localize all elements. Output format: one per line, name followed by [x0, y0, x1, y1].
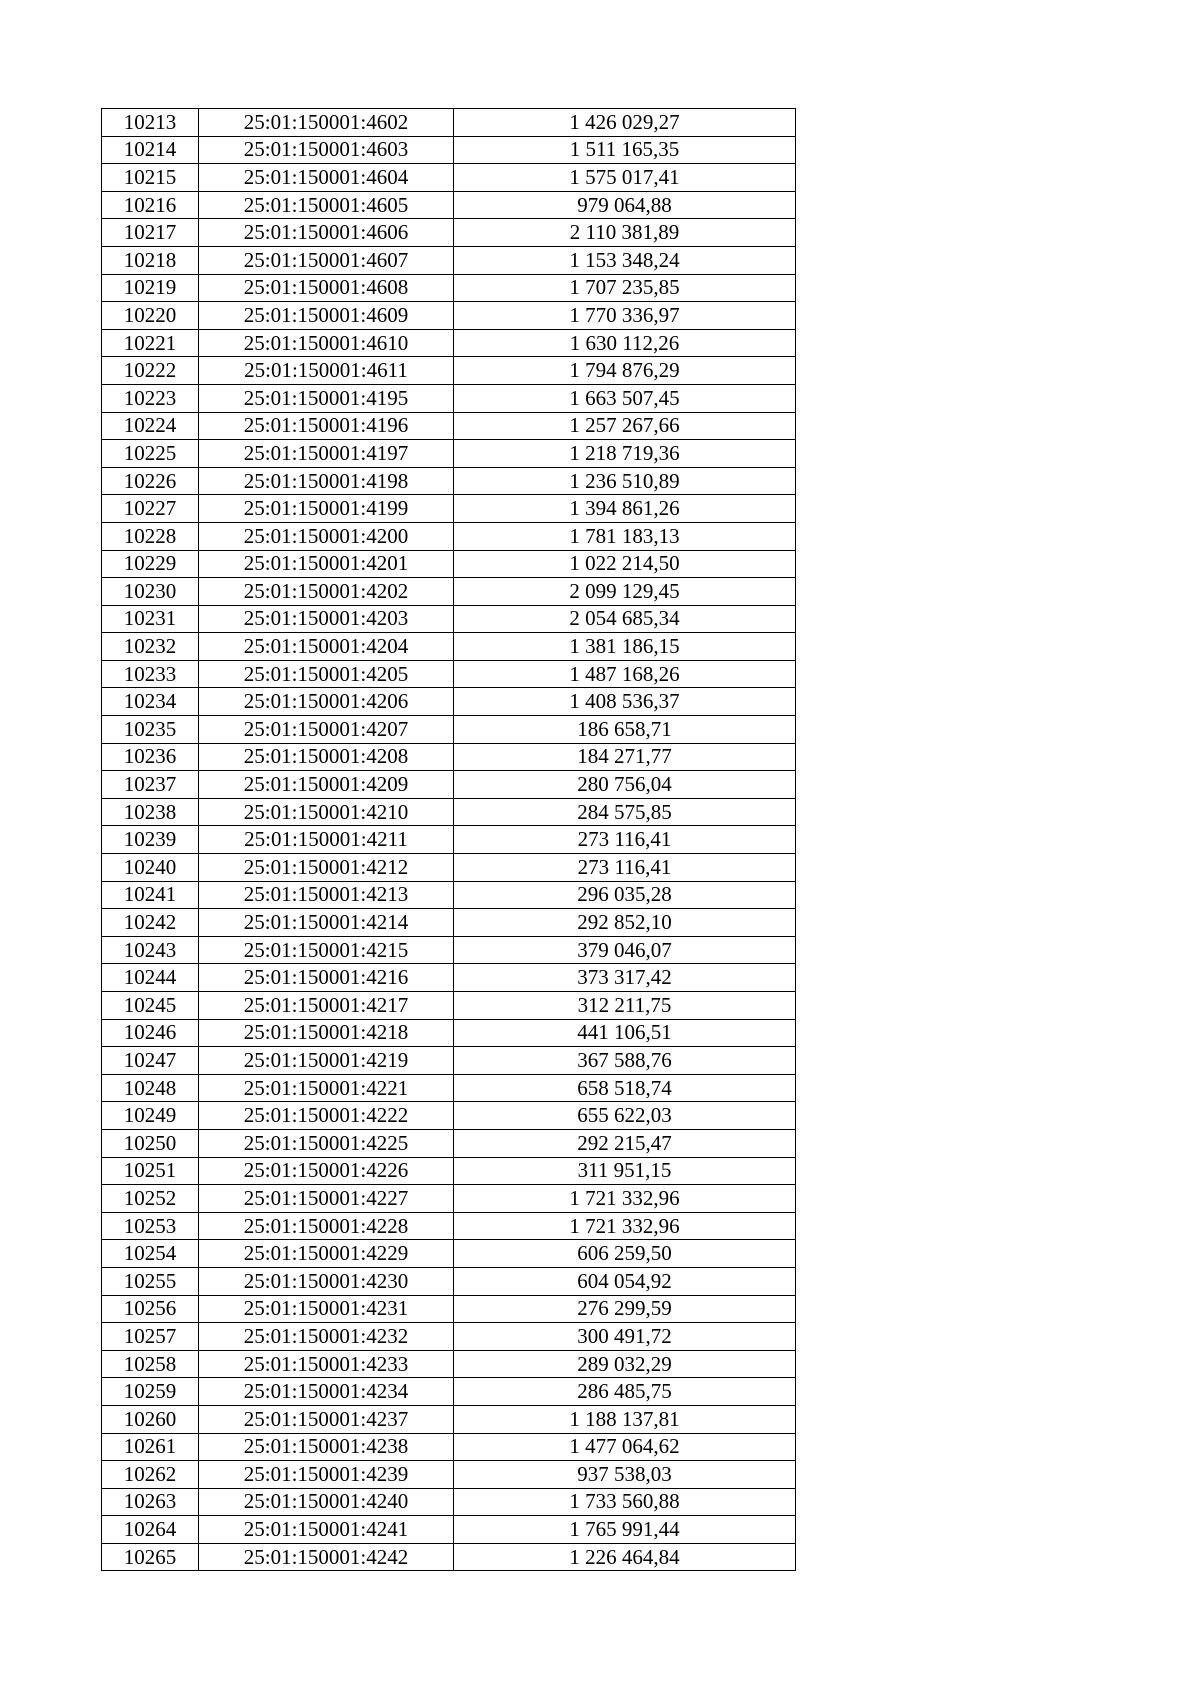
table-row: [102, 1461, 796, 1489]
cadastral-number-cell: 25:01:150001:4239: [199, 1461, 454, 1489]
row-number-cell: 10254: [102, 1240, 199, 1268]
table-row: [102, 522, 796, 550]
row-number-cell: 10250: [102, 1129, 199, 1157]
cadastral-number-cell: 25:01:150001:4608: [199, 274, 454, 302]
row-number-cell: 10261: [102, 1433, 199, 1461]
table-row: [102, 964, 796, 992]
table-row: [102, 302, 796, 330]
table-row: [102, 440, 796, 468]
value-cell: 1 188 137,81: [454, 1405, 796, 1433]
table-row: [102, 743, 796, 771]
table-row: [102, 164, 796, 192]
cadastral-number-cell: 25:01:150001:4603: [199, 136, 454, 164]
table-row: [102, 909, 796, 937]
row-number-cell: 10259: [102, 1378, 199, 1406]
value-cell: 1 770 336,97: [454, 302, 796, 330]
table-row: [102, 826, 796, 854]
value-cell: 1 794 876,29: [454, 357, 796, 385]
row-number-cell: 10223: [102, 384, 199, 412]
row-number-cell: 10249: [102, 1102, 199, 1130]
row-number-cell: 10221: [102, 329, 199, 357]
table-row: [102, 467, 796, 495]
value-cell: 1 733 560,88: [454, 1488, 796, 1516]
cadastral-number-cell: 25:01:150001:4610: [199, 329, 454, 357]
row-number-cell: 10216: [102, 191, 199, 219]
row-number-cell: 10255: [102, 1267, 199, 1295]
table-row: [102, 1212, 796, 1240]
value-cell: 186 658,71: [454, 716, 796, 744]
value-cell: 379 046,07: [454, 936, 796, 964]
row-number-cell: 10239: [102, 826, 199, 854]
table-row: [102, 1433, 796, 1461]
row-number-cell: 10233: [102, 660, 199, 688]
row-number-cell: 10242: [102, 909, 199, 937]
value-cell: 1 218 719,36: [454, 440, 796, 468]
table-row: [102, 1185, 796, 1213]
table-row: [102, 605, 796, 633]
value-cell: 2 054 685,34: [454, 605, 796, 633]
table-row: [102, 936, 796, 964]
table-row: [102, 384, 796, 412]
value-cell: 289 032,29: [454, 1350, 796, 1378]
table-row: [102, 109, 796, 137]
row-number-cell: 10257: [102, 1323, 199, 1351]
value-cell: 655 622,03: [454, 1102, 796, 1130]
table-row: [102, 798, 796, 826]
value-cell: 296 035,28: [454, 881, 796, 909]
row-number-cell: 10220: [102, 302, 199, 330]
table-row: [102, 1378, 796, 1406]
row-number-cell: 10231: [102, 605, 199, 633]
cadastral-number-cell: 25:01:150001:4609: [199, 302, 454, 330]
cadastral-number-cell: 25:01:150001:4204: [199, 633, 454, 661]
table-row: [102, 881, 796, 909]
value-cell: 1 153 348,24: [454, 246, 796, 274]
table-row: [102, 1295, 796, 1323]
row-number-cell: 10244: [102, 964, 199, 992]
value-cell: 184 271,77: [454, 743, 796, 771]
value-cell: 286 485,75: [454, 1378, 796, 1406]
cadastral-number-cell: 25:01:150001:4200: [199, 522, 454, 550]
table-row: [102, 136, 796, 164]
row-number-cell: 10247: [102, 1047, 199, 1075]
cadastral-number-cell: 25:01:150001:4237: [199, 1405, 454, 1433]
row-number-cell: 10248: [102, 1074, 199, 1102]
row-number-cell: 10228: [102, 522, 199, 550]
cadastral-number-cell: 25:01:150001:4211: [199, 826, 454, 854]
value-cell: 1 630 112,26: [454, 329, 796, 357]
table-row: [102, 1102, 796, 1130]
cadastral-number-cell: 25:01:150001:4202: [199, 578, 454, 606]
row-number-cell: 10262: [102, 1461, 199, 1489]
table-row: [102, 550, 796, 578]
cadastral-number-cell: 25:01:150001:4209: [199, 771, 454, 799]
value-cell: 1 721 332,96: [454, 1212, 796, 1240]
cadastral-number-cell: 25:01:150001:4206: [199, 688, 454, 716]
value-cell: 1 394 861,26: [454, 495, 796, 523]
value-cell: 658 518,74: [454, 1074, 796, 1102]
table-body: [102, 109, 796, 1571]
table-row: [102, 660, 796, 688]
row-number-cell: 10243: [102, 936, 199, 964]
table-row: [102, 716, 796, 744]
cadastral-number-cell: 25:01:150001:4222: [199, 1102, 454, 1130]
value-cell: 373 317,42: [454, 964, 796, 992]
table-row: [102, 1488, 796, 1516]
row-number-cell: 10217: [102, 219, 199, 247]
value-cell: 1 408 536,37: [454, 688, 796, 716]
row-number-cell: 10232: [102, 633, 199, 661]
table-row: [102, 357, 796, 385]
table-row: [102, 1543, 796, 1571]
value-cell: 273 116,41: [454, 854, 796, 882]
cadastral-number-cell: 25:01:150001:4213: [199, 881, 454, 909]
row-number-cell: 10234: [102, 688, 199, 716]
table-row: [102, 1350, 796, 1378]
table-row: [102, 219, 796, 247]
cadastral-number-cell: 25:01:150001:4233: [199, 1350, 454, 1378]
row-number-cell: 10222: [102, 357, 199, 385]
row-number-cell: 10260: [102, 1405, 199, 1433]
cadastral-number-cell: 25:01:150001:4212: [199, 854, 454, 882]
cadastral-number-cell: 25:01:150001:4210: [199, 798, 454, 826]
row-number-cell: 10245: [102, 992, 199, 1020]
data-table: [101, 108, 796, 1571]
cadastral-number-cell: 25:01:150001:4606: [199, 219, 454, 247]
value-cell: 273 116,41: [454, 826, 796, 854]
value-cell: 1 426 029,27: [454, 109, 796, 137]
value-cell: 300 491,72: [454, 1323, 796, 1351]
table-row: [102, 1323, 796, 1351]
value-cell: 2 110 381,89: [454, 219, 796, 247]
row-number-cell: 10258: [102, 1350, 199, 1378]
table-row: [102, 854, 796, 882]
row-number-cell: 10235: [102, 716, 199, 744]
table-row: [102, 771, 796, 799]
value-cell: 1 236 510,89: [454, 467, 796, 495]
value-cell: 1 663 507,45: [454, 384, 796, 412]
row-number-cell: 10251: [102, 1157, 199, 1185]
value-cell: 292 852,10: [454, 909, 796, 937]
cadastral-number-cell: 25:01:150001:4607: [199, 246, 454, 274]
value-cell: 1 511 165,35: [454, 136, 796, 164]
value-cell: 280 756,04: [454, 771, 796, 799]
value-cell: 1 781 183,13: [454, 522, 796, 550]
value-cell: 441 106,51: [454, 1019, 796, 1047]
cadastral-number-cell: 25:01:150001:4227: [199, 1185, 454, 1213]
cadastral-number-cell: 25:01:150001:4238: [199, 1433, 454, 1461]
cadastral-number-cell: 25:01:150001:4611: [199, 357, 454, 385]
row-number-cell: 10229: [102, 550, 199, 578]
value-cell: 2 099 129,45: [454, 578, 796, 606]
cadastral-number-cell: 25:01:150001:4226: [199, 1157, 454, 1185]
cadastral-number-cell: 25:01:150001:4234: [199, 1378, 454, 1406]
table-row: [102, 1047, 796, 1075]
cadastral-number-cell: 25:01:150001:4231: [199, 1295, 454, 1323]
row-number-cell: 10256: [102, 1295, 199, 1323]
cadastral-number-cell: 25:01:150001:4221: [199, 1074, 454, 1102]
table-row: [102, 246, 796, 274]
value-cell: 1 257 267,66: [454, 412, 796, 440]
value-cell: 1 022 214,50: [454, 550, 796, 578]
row-number-cell: 10263: [102, 1488, 199, 1516]
cadastral-number-cell: 25:01:150001:4217: [199, 992, 454, 1020]
table-row: [102, 412, 796, 440]
value-cell: 284 575,85: [454, 798, 796, 826]
value-cell: 1 477 064,62: [454, 1433, 796, 1461]
cadastral-number-cell: 25:01:150001:4218: [199, 1019, 454, 1047]
value-cell: 292 215,47: [454, 1129, 796, 1157]
cadastral-number-cell: 25:01:150001:4604: [199, 164, 454, 192]
value-cell: 312 211,75: [454, 992, 796, 1020]
cadastral-number-cell: 25:01:150001:4215: [199, 936, 454, 964]
cadastral-number-cell: 25:01:150001:4219: [199, 1047, 454, 1075]
value-cell: 606 259,50: [454, 1240, 796, 1268]
value-cell: 311 951,15: [454, 1157, 796, 1185]
row-number-cell: 10238: [102, 798, 199, 826]
row-number-cell: 10226: [102, 467, 199, 495]
table-row: [102, 688, 796, 716]
table-row: [102, 274, 796, 302]
table-row: [102, 992, 796, 1020]
row-number-cell: 10236: [102, 743, 199, 771]
table-row: [102, 1240, 796, 1268]
cadastral-number-cell: 25:01:150001:4201: [199, 550, 454, 578]
value-cell: 1 381 186,15: [454, 633, 796, 661]
table-row: [102, 578, 796, 606]
value-cell: 367 588,76: [454, 1047, 796, 1075]
value-cell: 1 487 168,26: [454, 660, 796, 688]
cadastral-number-cell: 25:01:150001:4195: [199, 384, 454, 412]
cadastral-number-cell: 25:01:150001:4225: [199, 1129, 454, 1157]
row-number-cell: 10240: [102, 854, 199, 882]
row-number-cell: 10264: [102, 1516, 199, 1544]
table-row: [102, 1157, 796, 1185]
value-cell: 1 226 464,84: [454, 1543, 796, 1571]
row-number-cell: 10219: [102, 274, 199, 302]
table-row: [102, 633, 796, 661]
table-row: [102, 1129, 796, 1157]
row-number-cell: 10237: [102, 771, 199, 799]
cadastral-number-cell: 25:01:150001:4216: [199, 964, 454, 992]
table-row: [102, 329, 796, 357]
row-number-cell: 10218: [102, 246, 199, 274]
cadastral-number-cell: 25:01:150001:4602: [199, 109, 454, 137]
cadastral-number-cell: 25:01:150001:4240: [199, 1488, 454, 1516]
table-row: [102, 1074, 796, 1102]
cadastral-number-cell: 25:01:150001:4197: [199, 440, 454, 468]
row-number-cell: 10213: [102, 109, 199, 137]
cadastral-number-cell: 25:01:150001:4241: [199, 1516, 454, 1544]
cadastral-number-cell: 25:01:150001:4203: [199, 605, 454, 633]
cadastral-number-cell: 25:01:150001:4214: [199, 909, 454, 937]
row-number-cell: 10230: [102, 578, 199, 606]
value-cell: 1 707 235,85: [454, 274, 796, 302]
value-cell: 979 064,88: [454, 191, 796, 219]
cadastral-number-cell: 25:01:150001:4208: [199, 743, 454, 771]
row-number-cell: 10252: [102, 1185, 199, 1213]
value-cell: 1 765 991,44: [454, 1516, 796, 1544]
cadastral-number-cell: 25:01:150001:4228: [199, 1212, 454, 1240]
row-number-cell: 10241: [102, 881, 199, 909]
row-number-cell: 10224: [102, 412, 199, 440]
value-cell: 937 538,03: [454, 1461, 796, 1489]
table-row: [102, 1267, 796, 1295]
table-row: [102, 495, 796, 523]
cadastral-number-cell: 25:01:150001:4230: [199, 1267, 454, 1295]
row-number-cell: 10225: [102, 440, 199, 468]
cadastral-number-cell: 25:01:150001:4205: [199, 660, 454, 688]
cadastral-number-cell: 25:01:150001:4198: [199, 467, 454, 495]
cadastral-number-cell: 25:01:150001:4242: [199, 1543, 454, 1571]
cadastral-number-cell: 25:01:150001:4196: [199, 412, 454, 440]
row-number-cell: 10253: [102, 1212, 199, 1240]
cadastral-number-cell: 25:01:150001:4229: [199, 1240, 454, 1268]
value-cell: 604 054,92: [454, 1267, 796, 1295]
table-row: [102, 191, 796, 219]
row-number-cell: 10215: [102, 164, 199, 192]
table-row: [102, 1019, 796, 1047]
cadastral-number-cell: 25:01:150001:4605: [199, 191, 454, 219]
cadastral-number-cell: 25:01:150001:4207: [199, 716, 454, 744]
table-row: [102, 1405, 796, 1433]
row-number-cell: 10265: [102, 1543, 199, 1571]
table-row: [102, 1516, 796, 1544]
row-number-cell: 10214: [102, 136, 199, 164]
row-number-cell: 10246: [102, 1019, 199, 1047]
value-cell: 1 721 332,96: [454, 1185, 796, 1213]
value-cell: 1 575 017,41: [454, 164, 796, 192]
cadastral-number-cell: 25:01:150001:4199: [199, 495, 454, 523]
value-cell: 276 299,59: [454, 1295, 796, 1323]
row-number-cell: 10227: [102, 495, 199, 523]
cadastral-number-cell: 25:01:150001:4232: [199, 1323, 454, 1351]
